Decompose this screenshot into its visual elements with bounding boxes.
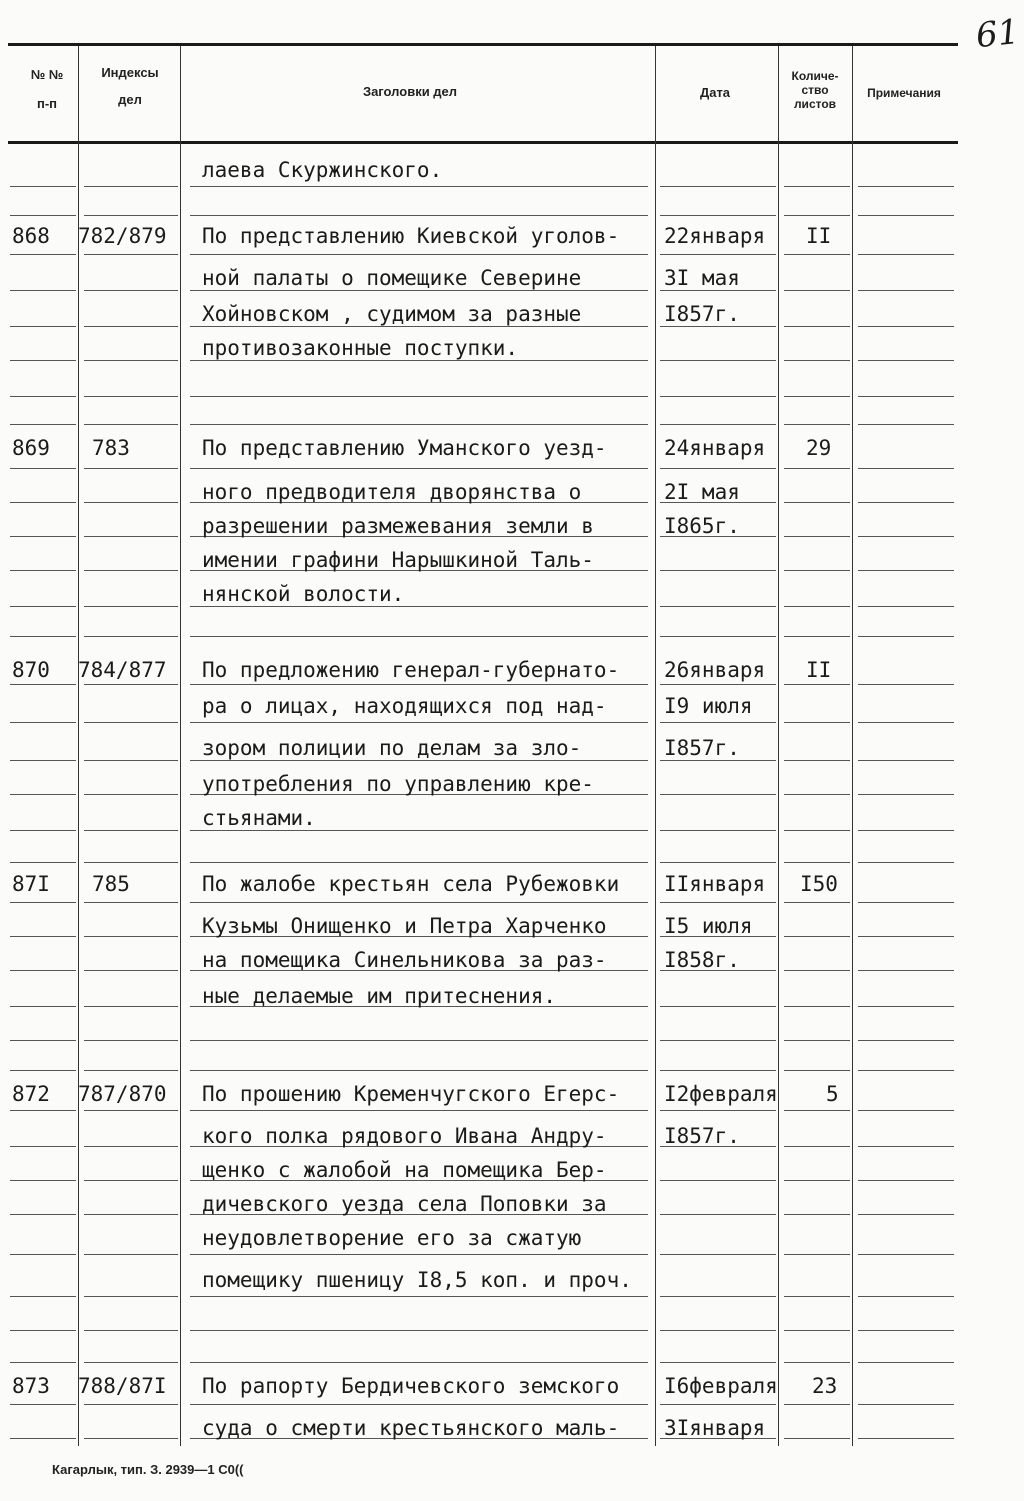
form-rule-line [784,1110,850,1111]
entry-date-line: 22января [664,224,766,248]
form-rule-line [190,1296,648,1297]
entry-date-line: I9 июля [664,694,753,718]
form-rule-line [10,254,76,255]
entry-title-line: ной палаты о помещике Северине [202,266,582,290]
form-rule-line [10,424,76,425]
entry-index: 782/879 [78,224,167,248]
form-rule-line [84,468,178,469]
column-divider [180,46,181,1446]
entry-date-line: 24января [664,436,766,460]
form-rule-line [10,606,76,607]
form-rule-line [784,862,850,863]
entry-date-line: I857г. [664,302,740,326]
form-rule-line [10,684,76,685]
entry-title-line: разрешении размежевания земли в [202,514,594,538]
header-date: Дата [699,85,731,100]
entry-title-line: кого полка рядового Ивана Андру- [202,1124,607,1148]
entry-sheet-count: I50 [800,872,838,896]
form-rule-line [858,1180,954,1181]
form-rule-line [858,570,954,571]
form-rule-line [84,1330,178,1331]
header-index-label: Индексы [101,65,159,80]
form-rule-line [190,1362,648,1363]
form-rule-line [784,722,850,723]
entry-date-line: IIянваря [664,872,766,896]
form-rule-line [858,1404,954,1405]
form-rule-line [190,290,648,291]
form-rule-line [190,215,648,216]
form-rule-line [784,326,850,327]
form-rule-line [858,1214,954,1215]
form-rule-line [858,636,954,637]
form-rule-line [190,830,648,831]
form-rule-line [660,254,776,255]
form-rule-line [784,1006,850,1007]
form-rule-line [858,1438,954,1439]
form-rule-line [10,1214,76,1215]
entry-title-line: на помещика Синельникова за раз- [202,948,607,972]
form-rule-line [784,570,850,571]
form-rule-line [84,936,178,937]
form-rule-line [858,468,954,469]
form-rule-line [660,862,776,863]
entry-title-line: По предложению генерал-губернато- [202,658,620,682]
entry-number: 87I [12,872,50,896]
form-rule-line [84,902,178,903]
form-rule-line [660,1254,776,1255]
form-rule-line [858,794,954,795]
form-rule-line [10,1296,76,1297]
form-rule-line [84,1254,178,1255]
form-rule-line [858,1070,954,1071]
form-rule-line [190,186,648,187]
entry-title-line: противозаконные поступки. [202,336,519,360]
form-rule-line [84,1296,178,1297]
form-rule-line [858,902,954,903]
form-rule-line [10,570,76,571]
header-quantity-line3: листов [793,96,837,111]
form-rule-line [84,1180,178,1181]
entry-title-line: щенко с жалобой на помещика Бер- [202,1158,607,1182]
form-rule-line [784,1438,850,1439]
entry-sheet-count: 5 [826,1082,839,1106]
form-rule-line [84,536,178,537]
form-rule-line [84,1438,178,1439]
header-quantity-line1: Количе- [791,69,839,83]
form-rule-line [84,1070,178,1071]
form-rule-line [784,424,850,425]
entry-number: 872 [12,1082,50,1106]
entry-date-line: 2I мая [664,480,740,504]
form-rule-line [84,684,178,685]
column-divider [78,46,79,1446]
form-rule-line [858,830,954,831]
form-rule-line [858,760,954,761]
form-rule-line [784,290,850,291]
entry-title-line: употребления по управлению кре- [202,772,594,796]
form-rule-line [660,1404,776,1405]
form-rule-line [10,1180,76,1181]
form-rule-line [10,970,76,971]
form-rule-line [858,936,954,937]
form-rule-line [660,215,776,216]
form-rule-line [190,636,648,637]
entry-title-line: стьянами. [202,806,316,830]
form-rule-line [784,502,850,503]
form-rule-line [10,1040,76,1041]
form-rule-line [858,1110,954,1111]
form-rule-line [784,1362,850,1363]
form-rule-line [190,1040,648,1041]
form-rule-line [84,722,178,723]
form-rule-line [660,684,776,685]
form-rule-line [858,862,954,863]
form-rule-line [84,1362,178,1363]
form-rule-line [10,1438,76,1439]
entry-title-line: По представлению Киевской уголов- [202,224,620,248]
form-rule-line [858,1254,954,1255]
form-rule-line [84,1146,178,1147]
form-rule-line [10,186,76,187]
form-rule-line [660,1330,776,1331]
entry-title-line: Хойновском , судимом за разные [202,302,582,326]
entry-title-line: Кузьмы Онищенко и Петра Харченко [202,914,607,938]
form-rule-line [858,1330,954,1331]
form-rule-line [660,1362,776,1363]
form-rule-line [858,215,954,216]
form-rule-line [784,536,850,537]
form-rule-line [784,1180,850,1181]
form-rule-line [858,1146,954,1147]
header-quantity [780,70,850,111]
form-rule-line [84,636,178,637]
form-rule-line [190,1254,648,1255]
entry-sheet-count: II [806,658,832,682]
column-divider [655,46,656,1446]
form-rule-line [858,1040,954,1041]
entry-sheet-count: II [806,224,832,248]
form-rule-line [84,1404,178,1405]
form-rule-line [858,536,954,537]
entry-number: 869 [12,436,50,460]
form-rule-line [660,1070,776,1071]
entry-title-line: имении графини Нарышкиной Таль- [202,548,594,572]
form-rule-line [858,1296,954,1297]
form-rule-line [10,722,76,723]
form-rule-line [10,1110,76,1111]
form-rule-line [190,1330,648,1331]
entry-title-line: дичевского уезда села Поповки за [202,1192,607,1216]
entry-date-line: I865г. [664,514,740,538]
entry-number: 870 [12,658,50,682]
header-number-sub: п-п [36,95,58,111]
header-index [82,66,178,108]
entry-index: 783 [92,436,130,460]
form-rule-line [190,902,648,903]
form-rule-line [660,636,776,637]
form-rule-line [660,360,776,361]
entry-title-line: По представлению Уманского уезд- [202,436,607,460]
form-rule-line [858,290,954,291]
form-rule-line [10,215,76,216]
form-rule-line [84,606,178,607]
form-rule-line [784,760,850,761]
entry-index: 784/877 [78,658,167,682]
form-rule-line [190,396,648,397]
form-rule-line [858,396,954,397]
entry-date-line: I6февраля [664,1374,778,1398]
form-rule-line [10,862,76,863]
form-rule-line [660,1006,776,1007]
form-rule-line [10,1362,76,1363]
form-rule-line [858,684,954,685]
form-rule-line [858,424,954,425]
form-rule-line [784,830,850,831]
form-rule-line [784,468,850,469]
form-rule-line [660,290,776,291]
form-rule-line [784,1404,850,1405]
form-rule-line [10,830,76,831]
form-rule-line [190,684,648,685]
form-rule-line [660,1180,776,1181]
form-rule-line [190,468,648,469]
form-rule-line [10,1146,76,1147]
form-rule-line [10,936,76,937]
form-rule-line [84,1040,178,1041]
form-rule-line [660,468,776,469]
header-rule [8,141,958,144]
entry-title-line: зором полиции по делам за зло- [202,736,582,760]
entry-title-line: ные делаемые им притеснения. [202,984,557,1008]
form-rule-line [190,760,648,761]
entry-date-line: I858г. [664,948,740,972]
form-rule-line [10,1404,76,1405]
form-rule-line [858,970,954,971]
form-rule-line [10,760,76,761]
form-rule-line [784,396,850,397]
entry-number: 873 [12,1374,50,1398]
form-rule-line [660,570,776,571]
form-rule-line [660,1214,776,1215]
form-rule-line [10,902,76,903]
entry-title-line: По жалобе крестьян села Рубежовки [202,872,620,896]
entry-number: 868 [12,224,50,248]
form-rule-line [784,794,850,795]
form-rule-line [84,570,178,571]
form-rule-line [660,326,776,327]
form-rule-line [660,396,776,397]
entry-title-line: ра о лицах, находящихся под над- [202,694,607,718]
entry-date-line: I2февраля [664,1082,778,1106]
form-rule-line [784,1040,850,1041]
form-rule-line [660,1110,776,1111]
form-rule-line [858,186,954,187]
form-rule-line [858,502,954,503]
entry-continuation-title: лаева Скуржинского. [202,158,443,182]
form-rule-line [784,936,850,937]
form-rule-line [84,1006,178,1007]
header-quantity-line2: ство [801,82,829,97]
form-rule-line [190,1110,648,1111]
form-rule-line [660,424,776,425]
entry-sheet-count: 29 [806,436,832,460]
form-rule-line [660,1040,776,1041]
form-rule-line [858,1006,954,1007]
form-rule-line [10,1006,76,1007]
form-rule-line [858,326,954,327]
form-rule-line [84,326,178,327]
entry-date-line: 3Iянваря [664,1416,766,1440]
form-rule-line [784,636,850,637]
form-rule-line [190,606,648,607]
form-rule-line [784,902,850,903]
form-rule-line [858,360,954,361]
form-rule-line [84,186,178,187]
entry-date-line: I857г. [664,736,740,760]
form-rule-line [784,1214,850,1215]
entry-title-line: По прошению Кременчугского Егерс- [202,1082,620,1106]
form-rule-line [190,1404,648,1405]
entry-title-line: суда о смерти крестьянского маль- [202,1416,620,1440]
form-rule-line [858,606,954,607]
form-rule-line [784,186,850,187]
form-rule-line [10,290,76,291]
form-rule-line [190,254,648,255]
form-rule-line [660,760,776,761]
form-rule-line [784,1070,850,1071]
form-rule-line [10,1254,76,1255]
form-rule-line [660,830,776,831]
form-rule-line [84,830,178,831]
form-rule-line [84,1110,178,1111]
form-rule-line [10,794,76,795]
form-rule-line [84,760,178,761]
entry-title-line: По рапорту Бердичевского земского [202,1374,620,1398]
form-rule-line [784,360,850,361]
form-rule-line [84,254,178,255]
column-divider [852,46,853,1446]
form-rule-line [84,502,178,503]
form-rule-line [858,254,954,255]
form-rule-line [10,468,76,469]
form-rule-line [84,424,178,425]
column-divider [778,46,779,1446]
form-rule-line [84,290,178,291]
form-rule-line [10,536,76,537]
header-number-label: № № [30,67,64,82]
form-rule-line [784,1296,850,1297]
form-rule-line [84,862,178,863]
form-rule-line [784,970,850,971]
entry-index: 787/870 [78,1082,167,1106]
entry-date-line: 26января [664,658,766,682]
form-rule-line [10,1330,76,1331]
form-rule-line [784,1330,850,1331]
entry-date-line: 3I мая [664,266,740,290]
top-rule [8,43,958,46]
form-rule-line [190,360,648,361]
entry-date-line: I5 июля [664,914,753,938]
header-index-sub: дел [118,91,142,107]
form-rule-line [660,1296,776,1297]
form-rule-line [84,970,178,971]
entry-sheet-count: 23 [812,1374,838,1398]
form-rule-line [84,360,178,361]
form-rule-line [190,424,648,425]
form-rule-line [784,606,850,607]
form-rule-line [84,215,178,216]
form-rule-line [660,722,776,723]
form-rule-line [190,862,648,863]
form-rule-line [84,396,178,397]
printer-imprint: Кагарлык, тип. З. 2939—1 С0(( [52,1462,244,1477]
form-rule-line [84,794,178,795]
form-rule-line [660,606,776,607]
form-rule-line [190,1070,648,1071]
entry-title-line: ного предводителя дворянства о [202,480,582,504]
header-title: Заголовки дел [362,84,458,99]
entry-date-line: I857г. [664,1124,740,1148]
form-rule-line [660,794,776,795]
page-number: 61 [974,11,1022,57]
form-rule-line [190,722,648,723]
form-rule-line [10,636,76,637]
form-rule-line [10,396,76,397]
form-rule-line [660,902,776,903]
header-number [18,68,76,112]
form-rule-line [10,326,76,327]
form-rule-line [784,215,850,216]
header-notes: Примечания [867,86,941,100]
form-rule-line [784,684,850,685]
form-rule-line [858,1362,954,1363]
form-rule-line [190,326,648,327]
form-rule-line [10,502,76,503]
entry-title-line: неудовлетворение его за сжатую [202,1226,582,1250]
form-rule-line [660,186,776,187]
form-rule-line [784,1146,850,1147]
form-rule-line [10,360,76,361]
form-rule-line [784,254,850,255]
form-rule-line [10,1070,76,1071]
entry-index: 788/87I [78,1374,167,1398]
form-rule-line [858,722,954,723]
entry-title-line: помещику пшеницу I8,5 коп. и проч. [202,1268,632,1292]
entry-index: 785 [92,872,130,896]
form-rule-line [84,1214,178,1215]
entry-title-line: нянской волости. [202,582,405,606]
form-rule-line [784,1254,850,1255]
